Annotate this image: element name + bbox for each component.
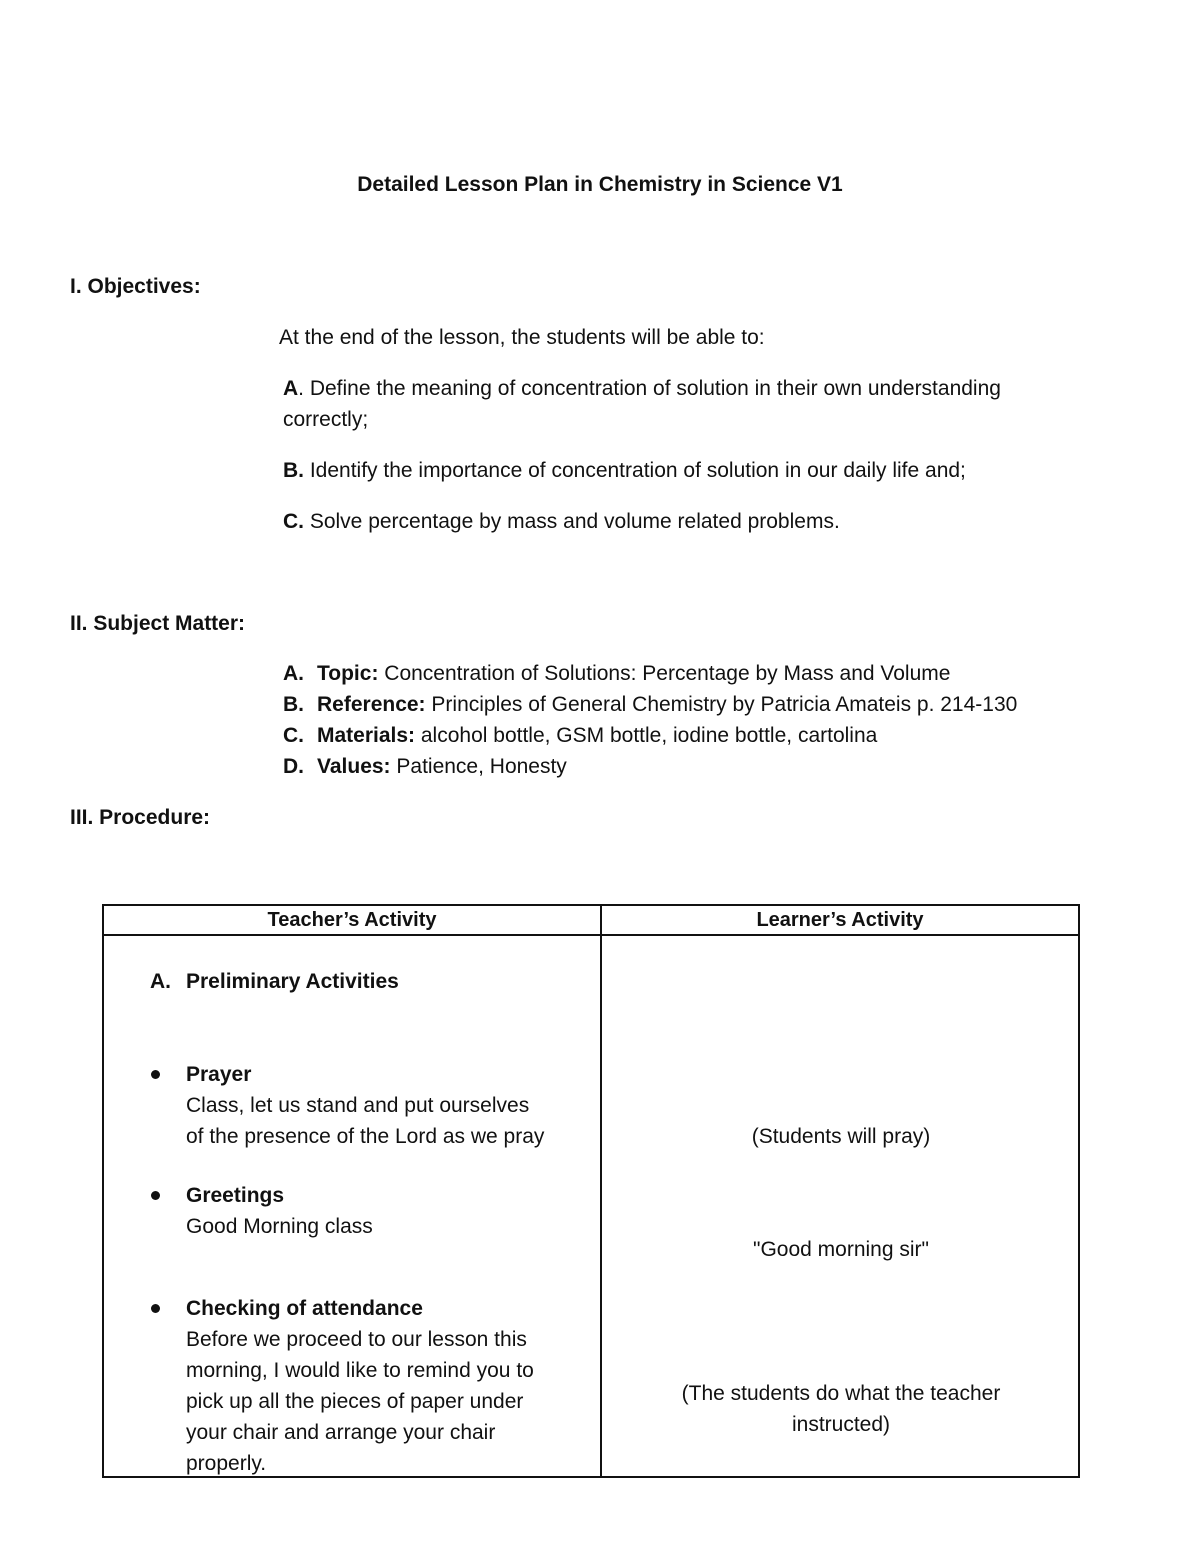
teacher-activity-cell: [103, 935, 601, 1477]
teacher-activity-header: Teacher’s Activity: [103, 905, 601, 935]
objective-a-text: . Define the meaning of concentration of solution in their own understanding: [298, 377, 1001, 400]
subject-item-label: Materials:: [317, 724, 416, 747]
subject-item-materials: [283, 720, 877, 751]
learner-activity-cell: [601, 935, 1079, 1477]
objectives-intro: At the end of the lesson, the students will be able to:: [279, 326, 765, 349]
document-title: Detailed Lesson Plan in Chemistry in Science V1: [357, 173, 843, 196]
section-letter: A.: [150, 970, 171, 993]
greetings-line: Good Morning class: [186, 1215, 373, 1238]
greetings-response: "Good morning sir": [753, 1238, 929, 1261]
subject-item-value: alcohol bottle, GSM bottle, iodine bottle, cartolina: [415, 724, 878, 747]
section-title: Preliminary Activities: [186, 970, 399, 993]
bullet-icon: [151, 1070, 160, 1079]
learner-activity-header: Learner’s Activity: [601, 905, 1079, 935]
subject-item-letter: D.: [283, 755, 304, 778]
objective-a-continued: correctly;: [283, 408, 369, 431]
objective-a: [283, 373, 1001, 404]
subject-item-reference: [283, 689, 1017, 720]
objective-b-text: Identify the importance of concentration of solution in our daily life and;: [304, 459, 966, 482]
subject-item-letter: B.: [283, 693, 304, 716]
objective-c: [283, 506, 840, 537]
subject-item-topic: [283, 658, 950, 689]
subject-item-label: Reference:: [317, 693, 426, 716]
attendance-title: Checking of attendance: [186, 1297, 423, 1320]
attendance-line: Before we proceed to our lesson this: [186, 1328, 527, 1351]
subject-item-letter: A.: [283, 662, 304, 685]
subject-item-label: Topic:: [317, 662, 379, 685]
subject-item-value: Concentration of Solutions: Percentage by Mass and Volume: [378, 662, 951, 685]
greetings-title: Greetings: [186, 1184, 285, 1207]
bullet-icon: [151, 1304, 160, 1313]
attendance-line: your chair and arrange your chair: [186, 1421, 496, 1444]
attendance-response: instructed): [791, 1413, 891, 1436]
subject-item-value: Principles of General Chemistry by Patricia Amateis p. 214-130: [425, 693, 1018, 716]
subject-item-values: [283, 751, 567, 782]
subject-item-value: Patience, Honesty: [390, 755, 567, 778]
objective-b: [283, 455, 966, 486]
prayer-title: Prayer: [186, 1063, 252, 1086]
objectives-heading: I. Objectives:: [70, 275, 201, 298]
subject-item-letter: C.: [283, 724, 304, 747]
attendance-line: pick up all the pieces of paper under: [186, 1390, 524, 1413]
prayer-response: (Students will pray): [751, 1125, 931, 1148]
procedure-table: [102, 904, 1080, 1478]
attendance-response: (The students do what the teacher: [681, 1382, 1001, 1405]
prayer-line: Class, let us stand and put ourselves: [186, 1094, 530, 1117]
subject-matter-heading: II. Subject Matter:: [70, 612, 246, 635]
subject-item-label: Values:: [317, 755, 391, 778]
objective-c-text: Solve percentage by mass and volume related problems.: [304, 510, 840, 533]
attendance-line: properly.: [186, 1452, 267, 1475]
objective-a-letter: A: [283, 377, 299, 400]
prayer-line: of the presence of the Lord as we pray: [186, 1125, 545, 1148]
objective-b-letter: B.: [283, 459, 304, 482]
procedure-heading: III. Procedure:: [70, 806, 211, 829]
bullet-icon: [151, 1191, 160, 1200]
objective-c-letter: C.: [283, 510, 304, 533]
attendance-line: morning, I would like to remind you to: [186, 1359, 534, 1382]
